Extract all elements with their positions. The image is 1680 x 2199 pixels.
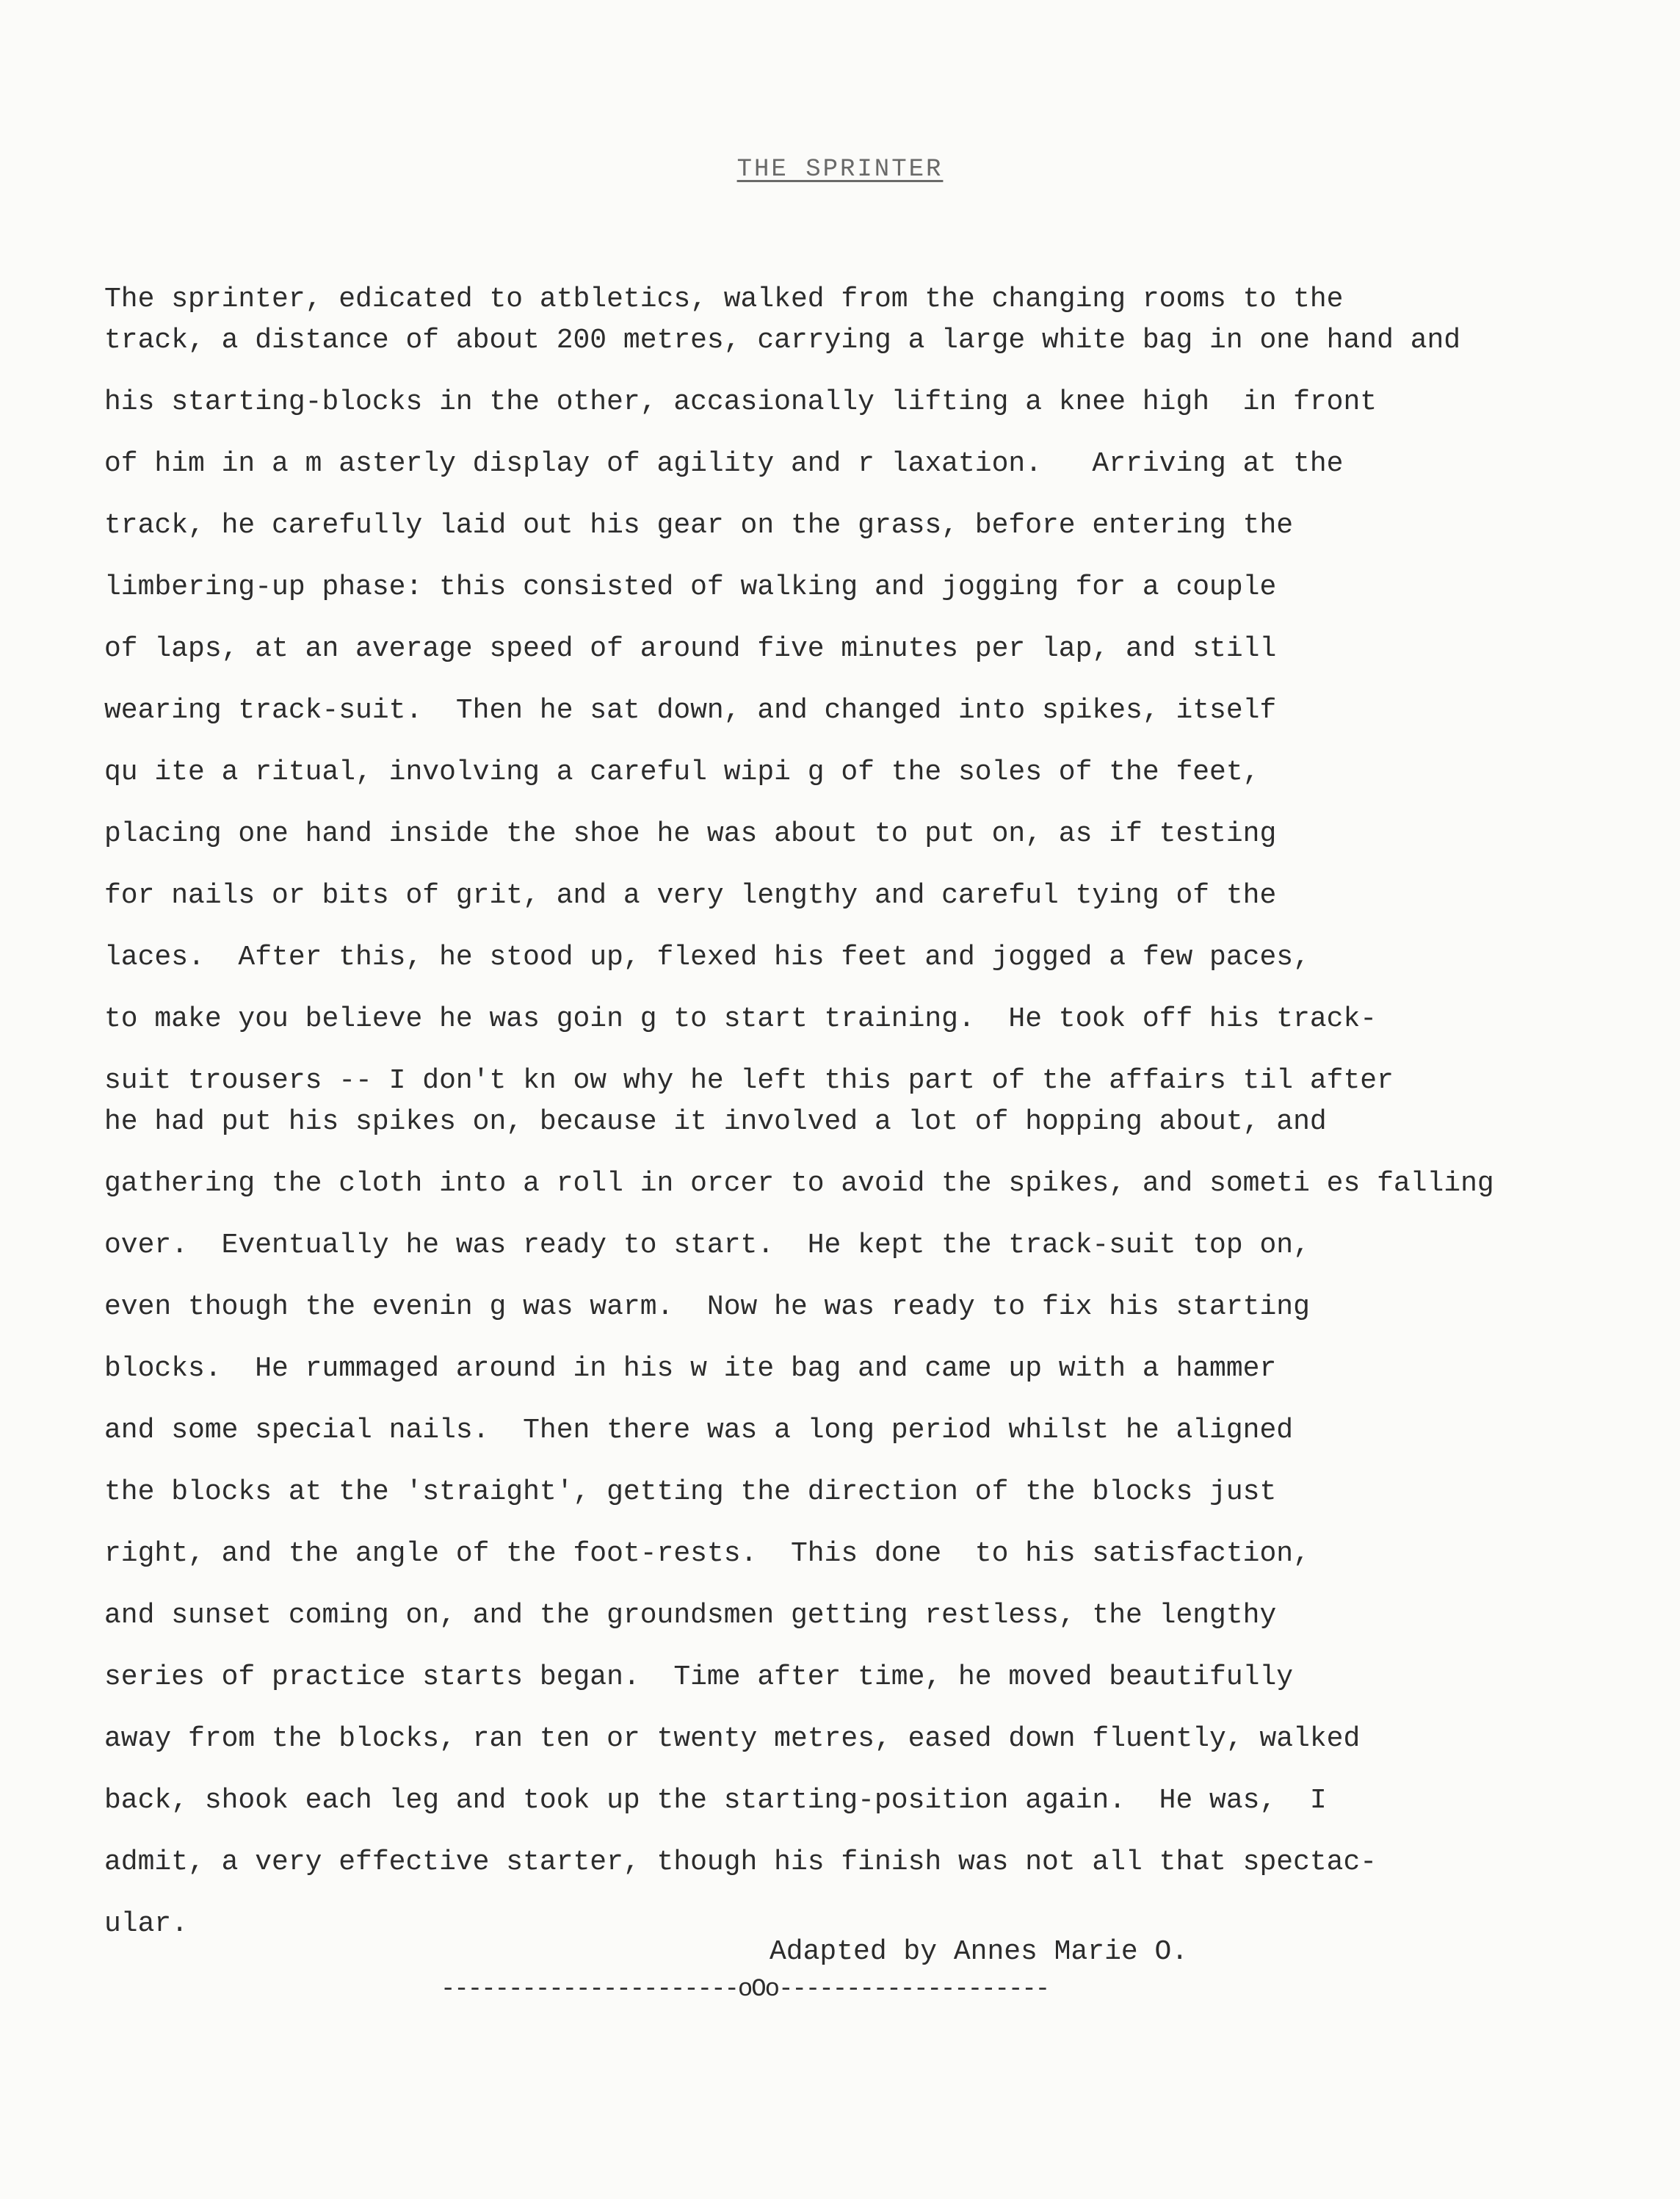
text-line: and some special nails. Then there was a long period whilst he aligned xyxy=(104,1415,1294,1446)
text-line: for nails or bits of grit, and a very lengthy and careful tying of the xyxy=(104,880,1277,911)
text-line: right, and the angle of the foot-rests. This done to his satisfaction, xyxy=(104,1538,1310,1570)
text-line: of laps, at an average speed of around five minutes per lap, and still xyxy=(104,633,1277,665)
document-title: THE SPRINTER xyxy=(736,156,944,184)
text-line: to make you believe he was goin g to start training. He took off his track- xyxy=(104,1003,1377,1035)
text-line: he had put his spikes on, because it involved a lot of hopping about, and xyxy=(104,1106,1327,1138)
text-line: limbering-up phase: this consisted of walking and jogging for a couple xyxy=(104,571,1277,603)
text-line: laces. After this, he stood up, flexed his feet and jogged a few paces, xyxy=(104,942,1310,973)
text-line: his starting-blocks in the other, accasionally lifting a knee high in front xyxy=(104,386,1377,418)
text-line: even though the evenin g was warm. Now he was ready to fix his starting xyxy=(104,1291,1310,1323)
text-line: the blocks at the 'straight', getting the direction of the blocks just xyxy=(104,1476,1277,1508)
text-line: ular. xyxy=(104,1908,189,1940)
text-line: over. Eventually he was ready to start. He kept the track-suit top on, xyxy=(104,1230,1310,1261)
text-line: suit trousers -- I don't kn ow why he left this part of the affairs til after xyxy=(104,1065,1394,1097)
text-line: and sunset coming on, and the groundsmen getting restless, the lengthy xyxy=(104,1600,1277,1631)
text-line: admit, a very effective starter, though his finish was not all that spectac- xyxy=(104,1846,1377,1878)
text-line: track, a distance of about 200 metres, carrying a large white bag in one hand and xyxy=(104,325,1461,356)
text-line: gathering the cloth into a roll in orcer to avoid the spikes, and someti es falling xyxy=(104,1168,1494,1199)
end-mark: ----------------------oOo-------------------- xyxy=(441,1976,1049,2004)
text-line: wearing track-suit. Then he sat down, and changed into spikes, itself xyxy=(104,695,1277,726)
story-body xyxy=(104,269,1587,1955)
text-line: placing one hand inside the shoe he was about to put on, as if testing xyxy=(104,818,1277,850)
text-line: away from the blocks, ran ten or twenty metres, eased down fluently, walked xyxy=(104,1723,1361,1755)
text-line: series of practice starts began. Time after time, he moved beautifully xyxy=(104,1661,1294,1693)
byline: Adapted by Annes Marie O. xyxy=(770,1936,1189,1968)
text-line: The sprinter, edicated to atbletics, walked from the changing rooms to the xyxy=(104,284,1344,315)
text-line: of him in a m asterly display of agility and r laxation. Arriving at the xyxy=(104,448,1344,480)
text-line: blocks. He rummaged around in his w ite bag and came up with a hammer xyxy=(104,1353,1277,1384)
text-line: qu ite a ritual, involving a careful wipi g of the soles of the feet, xyxy=(104,757,1260,788)
text-line: track, he carefully laid out his gear on the grass, before entering the xyxy=(104,510,1294,541)
text-line: back, shook each leg and took up the starting-position again. He was, I xyxy=(104,1785,1327,1816)
